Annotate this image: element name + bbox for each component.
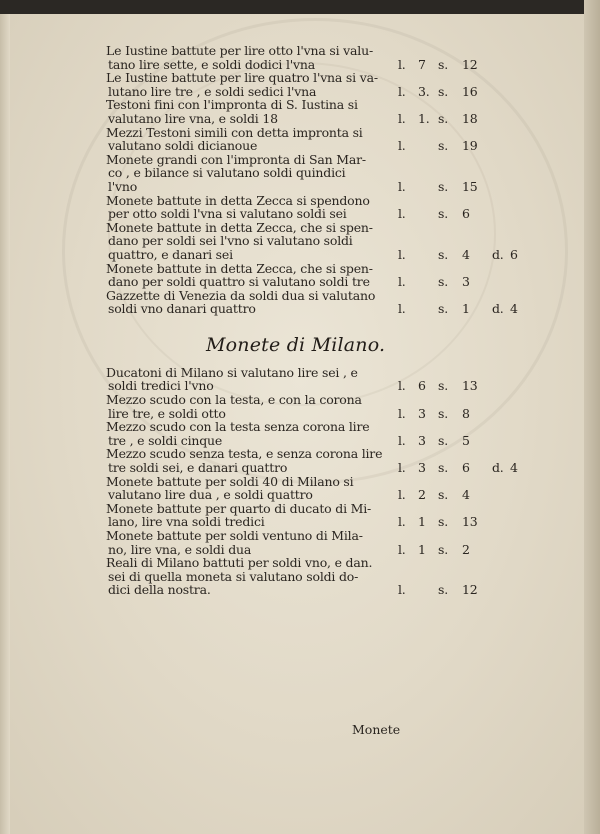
amount-soldi-value: 4 <box>462 487 470 503</box>
amount-lire-value: 1 <box>418 541 426 557</box>
amount-soldi-value: 18 <box>462 110 478 126</box>
amount-soldi-mark: s. <box>438 582 448 598</box>
amount-soldi-mark: s. <box>438 405 448 421</box>
entry-text-line: Reali di Milano battuti per soldi vno, e dan. <box>106 555 373 571</box>
amount-soldi-value: 6 <box>462 206 470 222</box>
entry-text-line: lano, lire vna soldi tredici l. 1 s. 13 <box>108 514 478 530</box>
amount-soldi-mark: s. <box>438 83 448 99</box>
entry-text-line: dano per soldi sei l'vno si valutano soldi <box>108 233 353 249</box>
coin-entry <box>106 98 546 125</box>
coin-entry <box>106 393 546 420</box>
amount-lire-mark: l. <box>398 110 406 126</box>
amount-soldi-mark: s. <box>438 487 448 503</box>
amount-soldi-mark: s. <box>438 301 448 317</box>
amount-soldi-value: 12 <box>462 582 478 598</box>
entry-text-line: valutano lire vna, e soldi 18 l. 1. s. 18 <box>108 110 478 126</box>
coin-entry <box>106 153 546 194</box>
amount-lire-mark: l. <box>398 206 406 222</box>
page-gutter <box>0 14 10 834</box>
coin-entry <box>106 475 546 502</box>
entry-text-line: Testoni fini con l'impronta di S. Iustina si <box>106 97 358 113</box>
coin-entry <box>106 71 546 98</box>
entry-text-line: tano lire sette, e soldi dodici l'vna l. 7 s. 12 <box>108 56 478 72</box>
entry-text-line: co , e bilance si valutano soldi quindici <box>108 165 346 181</box>
amount-lire-value: 6 <box>418 378 426 394</box>
entry-text-line: soldi tredici l'vno l. 6 s. 13 <box>108 378 478 394</box>
entry-text-line: Mezzo scudo con la testa, e con la corona <box>106 392 362 408</box>
coin-entry <box>106 126 546 153</box>
entry-text-line: Le Iustine battute per lire otto l'vna si valu- <box>106 43 373 58</box>
amount-soldi-mark: s. <box>438 541 448 557</box>
amount-denari-mark: d. <box>492 301 504 317</box>
amount-lire-value: 1 <box>418 514 426 530</box>
amount-soldi-value: 13 <box>462 378 478 394</box>
entry-text-line: Monete battute per quarto di ducato di Mi- <box>106 500 372 516</box>
entry-text-line: sei di quella moneta si valutano soldi do- <box>108 568 359 584</box>
amount-lire-mark: l. <box>398 405 406 421</box>
entry-text-line: Mezzo scudo senza testa, e senza corona lire <box>106 446 383 462</box>
coin-entry <box>106 289 546 316</box>
entry-text-line: Monete battute per soldi 40 di Milano si <box>106 473 354 489</box>
amount-soldi-value: 13 <box>462 514 478 530</box>
amount-lire-value: 3 <box>418 460 426 476</box>
coin-entry <box>106 221 546 262</box>
amount-soldi-mark: s. <box>438 246 448 262</box>
entry-text-line: Le Iustine battute per lire quatro l'vna si va- <box>106 70 378 86</box>
coin-entry <box>106 194 546 221</box>
amount-lire-mark: l. <box>398 378 406 394</box>
coin-entry <box>106 44 546 71</box>
amount-lire-value: 3 <box>418 432 426 448</box>
amount-lire-value: 3 <box>418 405 426 421</box>
amount-soldi-mark: s. <box>438 378 448 394</box>
entry-text-line: lire tre, e soldi otto l. 3 s. 8 <box>108 405 470 421</box>
milan-coin-entries <box>106 366 546 597</box>
coin-entry <box>106 262 546 289</box>
amount-soldi-value: 16 <box>462 83 478 99</box>
scan-top-border <box>0 0 600 14</box>
coin-entry <box>106 556 546 597</box>
entry-text-line: soldi vno danari quattro l. s. 1 d. 4 <box>108 301 518 317</box>
entry-text-line: Monete battute in detta Zecca, che si spen- <box>106 219 373 235</box>
amount-lire-mark: l. <box>398 138 406 154</box>
amount-soldi-mark: s. <box>438 274 448 290</box>
entry-text-line: dici della nostra. l. s. 12 <box>108 582 478 598</box>
entry-text-line: valutano lire dua , e soldi quattro l. 2 s. 4 <box>108 487 470 503</box>
amount-denari-value: 6 <box>510 246 518 262</box>
page-edge <box>584 0 600 834</box>
entry-text-line: Monete battute per soldi ventuno di Mila- <box>106 528 363 543</box>
coin-entry <box>106 420 546 447</box>
entry-text-line: lutano lire tre , e soldi sedici l'vna l. 3. s. 16 <box>108 83 478 99</box>
amount-soldi-value: 12 <box>462 56 478 72</box>
amount-lire-mark: l. <box>398 432 406 448</box>
entry-text-line: Mezzo scudo con la testa senza corona lire <box>106 419 370 435</box>
amount-soldi-value: 15 <box>462 178 478 194</box>
amount-lire-mark: l. <box>398 178 406 194</box>
amount-soldi-mark: s. <box>438 178 448 194</box>
entry-text-line: Mezzi Testoni simili con detta impronta si <box>106 124 363 140</box>
amount-lire-value: 7 <box>418 56 426 72</box>
amount-soldi-value: 1 <box>462 301 470 317</box>
amount-soldi-mark: s. <box>438 432 448 448</box>
amount-soldi-value: 5 <box>462 432 470 448</box>
entry-text-line: Ducatoni di Milano si valutano lire sei , e <box>106 364 358 380</box>
amount-soldi-mark: s. <box>438 206 448 222</box>
catchword: Monete <box>352 722 401 737</box>
amount-soldi-mark: s. <box>438 110 448 126</box>
coin-entry <box>106 529 546 556</box>
amount-soldi-value: 2 <box>462 541 470 557</box>
entry-text-line: tre soldi sei, e danari quattro l. 3 s. 6 d. 4 <box>108 460 518 476</box>
entry-text-line: Monete battute in detta Zecca si spendono <box>106 192 370 208</box>
entry-text-line: tre , e soldi cinque l. 3 s. 5 <box>108 432 470 448</box>
entry-text-line: no, lire vna, e soldi dua l. 1 s. 2 <box>108 541 470 557</box>
entry-text-line: Monete grandi con l'impronta di San Mar- <box>106 151 366 167</box>
amount-denari-value: 4 <box>510 301 518 317</box>
amount-soldi-mark: s. <box>438 514 448 530</box>
entry-text-line: Gazzette di Venezia da soldi dua si valutano <box>106 287 376 303</box>
amount-lire-mark: l. <box>398 56 406 72</box>
amount-lire-mark: l. <box>398 301 406 317</box>
amount-lire-mark: l. <box>398 460 406 476</box>
entry-text-line: dano per soldi quattro si valutano soldi tre l. s. 3 <box>108 274 470 290</box>
amount-denari-value: 4 <box>510 460 518 476</box>
amount-soldi-mark: s. <box>438 138 448 154</box>
amount-denari-mark: d. <box>492 460 504 476</box>
entry-text-line: per otto soldi l'vna si valutano soldi sei l. s. 6 <box>108 206 470 222</box>
amount-lire-mark: l. <box>398 514 406 530</box>
amount-lire-value: 2 <box>418 487 426 503</box>
amount-denari-mark: d. <box>492 246 504 262</box>
amount-soldi-value: 4 <box>462 246 470 262</box>
coin-entry <box>106 366 546 393</box>
amount-lire-mark: l. <box>398 541 406 557</box>
amount-lire-mark: l. <box>398 487 406 503</box>
section-title: Monete di Milano. <box>206 333 386 356</box>
entry-text-line: Monete battute in detta Zecca, che si spen- <box>106 260 373 276</box>
amount-soldi-value: 19 <box>462 138 478 154</box>
amount-lire-value: 3. <box>418 83 430 99</box>
coin-value-list <box>106 44 546 597</box>
amount-soldi-mark: s. <box>438 56 448 72</box>
amount-lire-mark: l. <box>398 582 406 598</box>
amount-lire-mark: l. <box>398 274 406 290</box>
entry-text-line: l'vno l. s. 15 <box>108 178 478 194</box>
amount-soldi-value: 3 <box>462 274 470 290</box>
coin-entry <box>106 502 546 529</box>
amount-lire-mark: l. <box>398 246 406 262</box>
amount-soldi-mark: s. <box>438 460 448 476</box>
amount-soldi-value: 6 <box>462 460 470 476</box>
entry-text-line: quattro, e danari sei l. s. 4 d. 6 <box>108 246 518 262</box>
coin-entry <box>106 447 546 474</box>
entry-text-line: valutano soldi dicianoue l. s. 19 <box>108 138 478 154</box>
venetian-coin-entries <box>106 44 546 316</box>
amount-lire-mark: l. <box>398 83 406 99</box>
amount-lire-value: 1. <box>418 110 430 126</box>
amount-soldi-value: 8 <box>462 405 470 421</box>
